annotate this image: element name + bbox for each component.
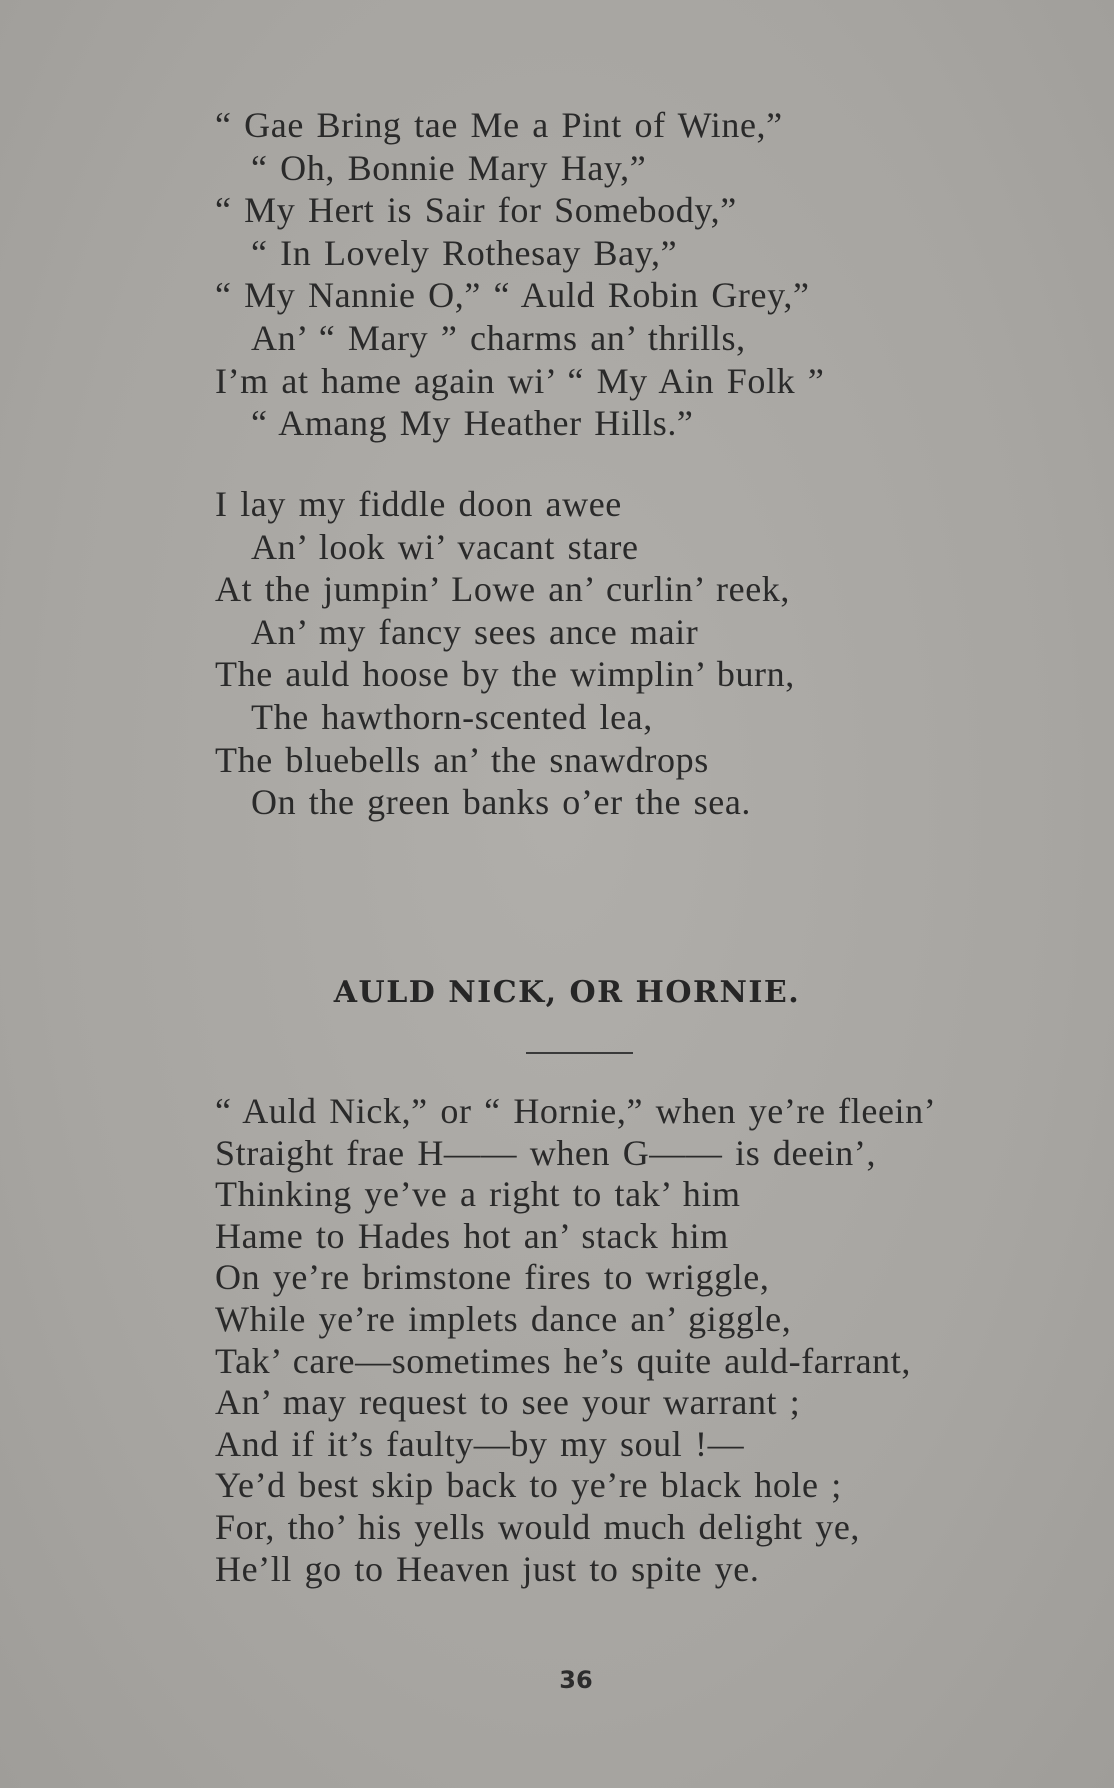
verse-line: “ My Nannie O,” “ Auld Robin Grey,” <box>215 275 810 316</box>
verse-line: Tak’ care—sometimes he’s quite auld-farrant, <box>215 1340 911 1381</box>
poem-2-body <box>215 1091 1035 1590</box>
verse-line: He’ll go to Heaven just to spite ye. <box>215 1548 760 1589</box>
verse-line: The hawthorn-scented lea, <box>251 696 653 737</box>
verse-line: I lay my fiddle doon awee <box>215 484 622 524</box>
verse-line: The auld hoose by the wimplin’ burn, <box>215 654 795 695</box>
verse-line: Thinking ye’ve a right to tak’ him <box>215 1174 741 1215</box>
verse-line: I’m at hame again wi’ “ My Ain Folk ” <box>215 360 825 401</box>
verse-line: On the green banks o’er the sea. <box>251 782 752 823</box>
verse-line: “ Amang My Heather Hills.” <box>251 403 694 444</box>
verse-line: “ My Hert is Sair for Somebody,” <box>215 190 737 231</box>
verse-line: Straight frae H—— when G—— is deein’, <box>215 1132 877 1173</box>
verse-line: Ye’d best skip back to ye’re black hole ; <box>215 1465 842 1506</box>
verse-line: An’ my fancy sees ance mair <box>251 611 699 652</box>
stanza-1 <box>215 104 1035 445</box>
title-rule-divider <box>526 1052 633 1054</box>
verse-line: An’ look wi’ vacant stare <box>251 526 639 567</box>
verse-line: Hame to Hades hot an’ stack him <box>215 1215 729 1256</box>
verse-line: On ye’re brimstone fires to wriggle, <box>215 1257 770 1298</box>
verse-line: An’ “ Mary ” charms an’ thrills, <box>251 317 746 358</box>
verse-line: “ Auld Nick,” or “ Hornie,” when ye’re fleein’ <box>215 1091 937 1131</box>
verse-line: “ Gae Bring tae Me a Pint of Wine,” <box>215 105 783 145</box>
stanza-2 <box>215 483 1035 824</box>
verse-line: At the jumpin’ Lowe an’ curlin’ reek, <box>215 569 790 610</box>
verse-line: For, tho’ his yells would much delight ye, <box>215 1506 861 1547</box>
verse-line: “ Oh, Bonnie Mary Hay,” <box>251 147 647 188</box>
verse-line: The bluebells an’ the snawdrops <box>215 739 709 780</box>
verse-line: “ In Lovely Rothesay Bay,” <box>251 232 678 273</box>
verse-line: And if it’s faulty—by my soul !— <box>215 1423 745 1464</box>
verse-line: An’ may request to see your warrant ; <box>215 1382 801 1423</box>
poem-title: AULD NICK, OR HORNIE. <box>333 975 801 1010</box>
page-number: 36 <box>559 1666 593 1694</box>
verse-line: While ye’re implets dance an’ giggle, <box>215 1298 792 1339</box>
